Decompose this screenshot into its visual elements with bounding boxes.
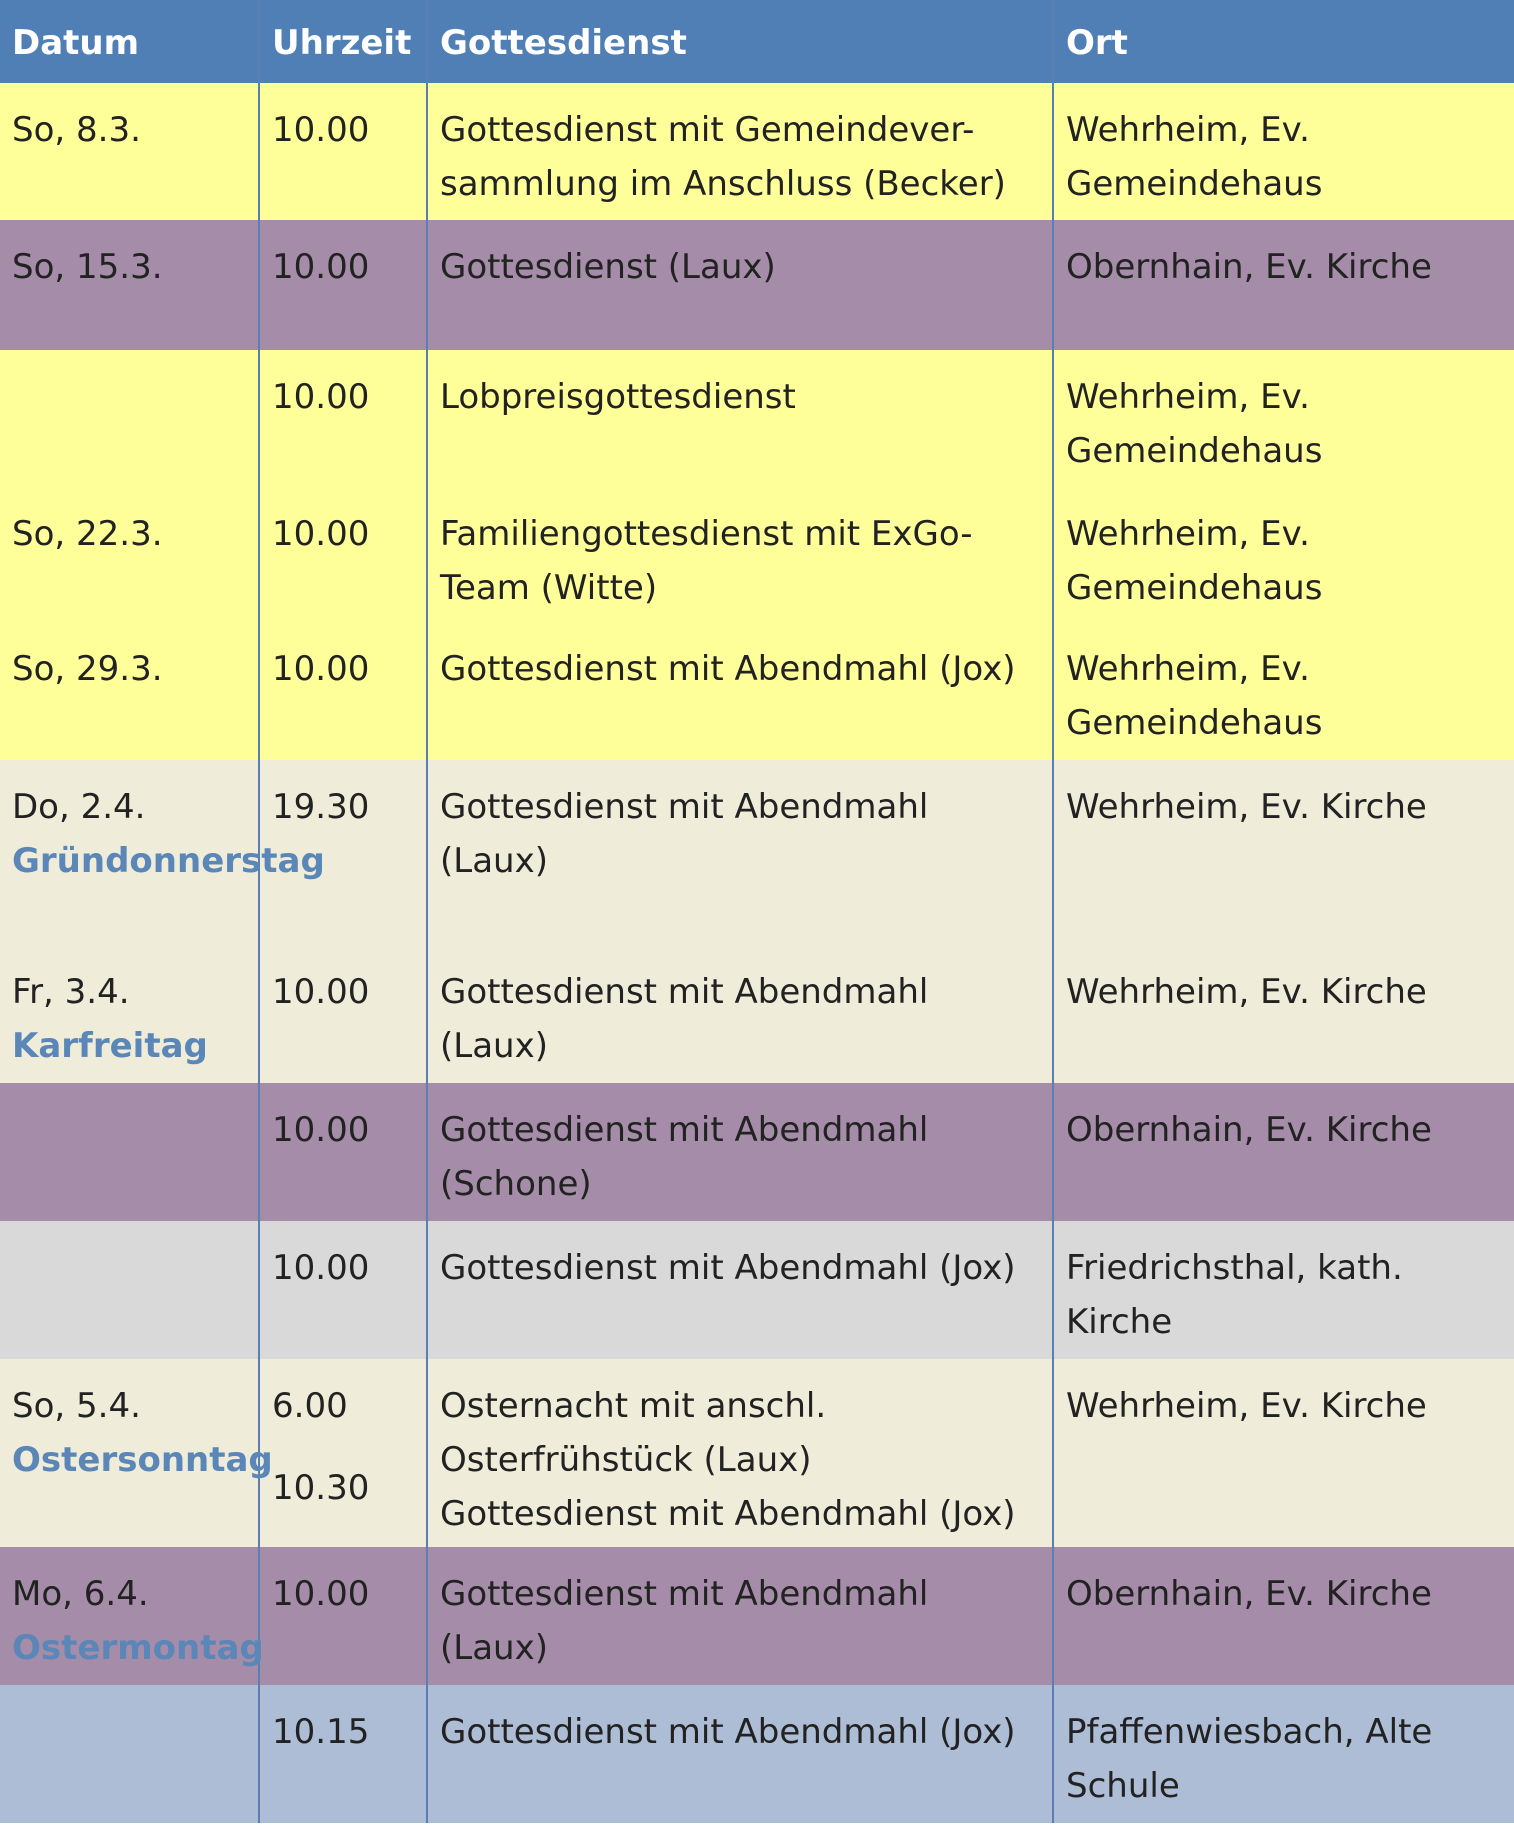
time-cell: 10.00 xyxy=(259,1083,427,1221)
header-datum: Datum xyxy=(12,22,140,63)
service-cell: Gottesdienst mit Gemeindever-sammlung im Anschluss (Becker) xyxy=(427,83,1053,220)
time-cell: 10.00 xyxy=(259,1221,427,1359)
date-cell xyxy=(0,1083,259,1221)
location-cell: Wehrheim, Ev. Gemeindehaus xyxy=(1053,622,1514,760)
date-cell: So, 15.3. xyxy=(12,247,163,287)
time-cell: 10.00 xyxy=(259,220,427,350)
time-cell: 10.00 xyxy=(259,622,427,760)
date-cell: So, 22.3. xyxy=(12,514,163,554)
service-cell: Gottesdienst mit Abendmahl (Schone) xyxy=(427,1083,1053,1221)
date-cell: So, 29.3. xyxy=(12,649,163,689)
time-cell: 10.00 xyxy=(259,1547,427,1685)
time-cell: 10.00 xyxy=(259,945,427,1083)
time-cell: 19.30 xyxy=(259,760,427,945)
location-cell: Friedrichsthal, kath. Kirche xyxy=(1053,1221,1514,1359)
time-cell: 10.00 xyxy=(259,350,427,487)
table-row xyxy=(0,487,1514,622)
date-cell xyxy=(0,1685,259,1823)
location-cell: Wehrheim, Ev. Gemeindehaus xyxy=(1053,350,1514,487)
location-cell: Obernhain, Ev. Kirche xyxy=(1053,1083,1514,1221)
time-cell: 10.15 xyxy=(259,1685,427,1823)
date-cell xyxy=(0,1547,264,1685)
time-cell: 10.00 xyxy=(259,83,427,220)
service-cell: Gottesdienst mit Abendmahl (Jox) xyxy=(427,1221,1053,1359)
time-text: 10.30 xyxy=(272,1468,370,1508)
service-text: Osternacht mit anschl. Osterfrühstück (Laux) xyxy=(440,1386,827,1480)
date-cell xyxy=(0,945,259,1083)
header-uhrzeit: Uhrzeit xyxy=(259,0,427,83)
holiday-label: Ostermontag xyxy=(12,1628,264,1668)
time-cell xyxy=(259,1359,427,1547)
table-row xyxy=(0,1547,1514,1685)
table-row xyxy=(0,1083,1514,1221)
time-text: 6.00 xyxy=(272,1386,348,1426)
spacer xyxy=(272,1433,414,1461)
location-cell: Wehrheim, Ev. Gemeindehaus xyxy=(1053,83,1514,220)
header-gottesdienst: Gottesdienst xyxy=(427,0,1053,83)
service-cell: Gottesdienst (Laux) xyxy=(427,220,1053,350)
service-cell: Gottesdienst mit Abendmahl (Laux) xyxy=(427,760,1053,945)
date-cell xyxy=(0,350,259,487)
service-cell: Gottesdienst mit Abendmahl (Jox) xyxy=(427,622,1053,760)
date-cell xyxy=(0,1221,259,1359)
header-ort: Ort xyxy=(1053,0,1514,83)
date-text: Fr, 3.4. xyxy=(12,972,130,1012)
service-cell: Gottesdienst mit Abendmahl (Jox) xyxy=(427,1685,1053,1823)
holiday-label: Ostersonntag xyxy=(12,1440,273,1480)
table-row xyxy=(0,220,1514,350)
table-row xyxy=(0,1359,1514,1547)
time-cell: 10.00 xyxy=(259,487,427,622)
service-cell: Lobpreisgottesdienst xyxy=(427,350,1053,487)
date-text: Mo, 6.4. xyxy=(12,1574,149,1614)
table-row xyxy=(0,350,1514,487)
date-cell: So, 8.3. xyxy=(12,110,141,150)
location-cell: Pfaffenwiesbach, Alte Schule xyxy=(1053,1685,1514,1823)
location-cell: Wehrheim, Ev. Kirche xyxy=(1053,1359,1514,1547)
table-row xyxy=(0,760,1514,945)
location-cell: Wehrheim, Ev. Kirche xyxy=(1053,945,1514,1083)
table-row xyxy=(0,622,1514,760)
service-cell xyxy=(427,1359,1053,1547)
location-cell: Wehrheim, Ev. Gemeindehaus xyxy=(1053,487,1514,622)
table-row xyxy=(0,1221,1514,1359)
date-text: Do, 2.4. xyxy=(12,787,146,827)
location-cell: Wehrheim, Ev. Kirche xyxy=(1053,760,1514,945)
service-text: Gottesdienst mit Abendmahl (Jox) xyxy=(440,1494,1016,1534)
table-row xyxy=(0,1685,1514,1823)
table-header-row xyxy=(0,0,1514,83)
location-cell: Obernhain, Ev. Kirche xyxy=(1053,220,1514,350)
holiday-label: Gründonnerstag xyxy=(12,841,325,881)
table-row xyxy=(0,945,1514,1083)
holiday-label: Karfreitag xyxy=(12,1026,208,1066)
table-row xyxy=(0,83,1514,220)
date-text: So, 5.4. xyxy=(12,1386,141,1426)
service-cell: Familiengottesdienst mit ExGo-Team (Witte) xyxy=(427,487,1053,622)
service-cell: Gottesdienst mit Abendmahl (Laux) xyxy=(427,945,1053,1083)
location-cell: Obernhain, Ev. Kirche xyxy=(1053,1547,1514,1685)
service-cell: Gottesdienst mit Abendmahl (Laux) xyxy=(427,1547,1053,1685)
date-cell xyxy=(0,1359,273,1547)
